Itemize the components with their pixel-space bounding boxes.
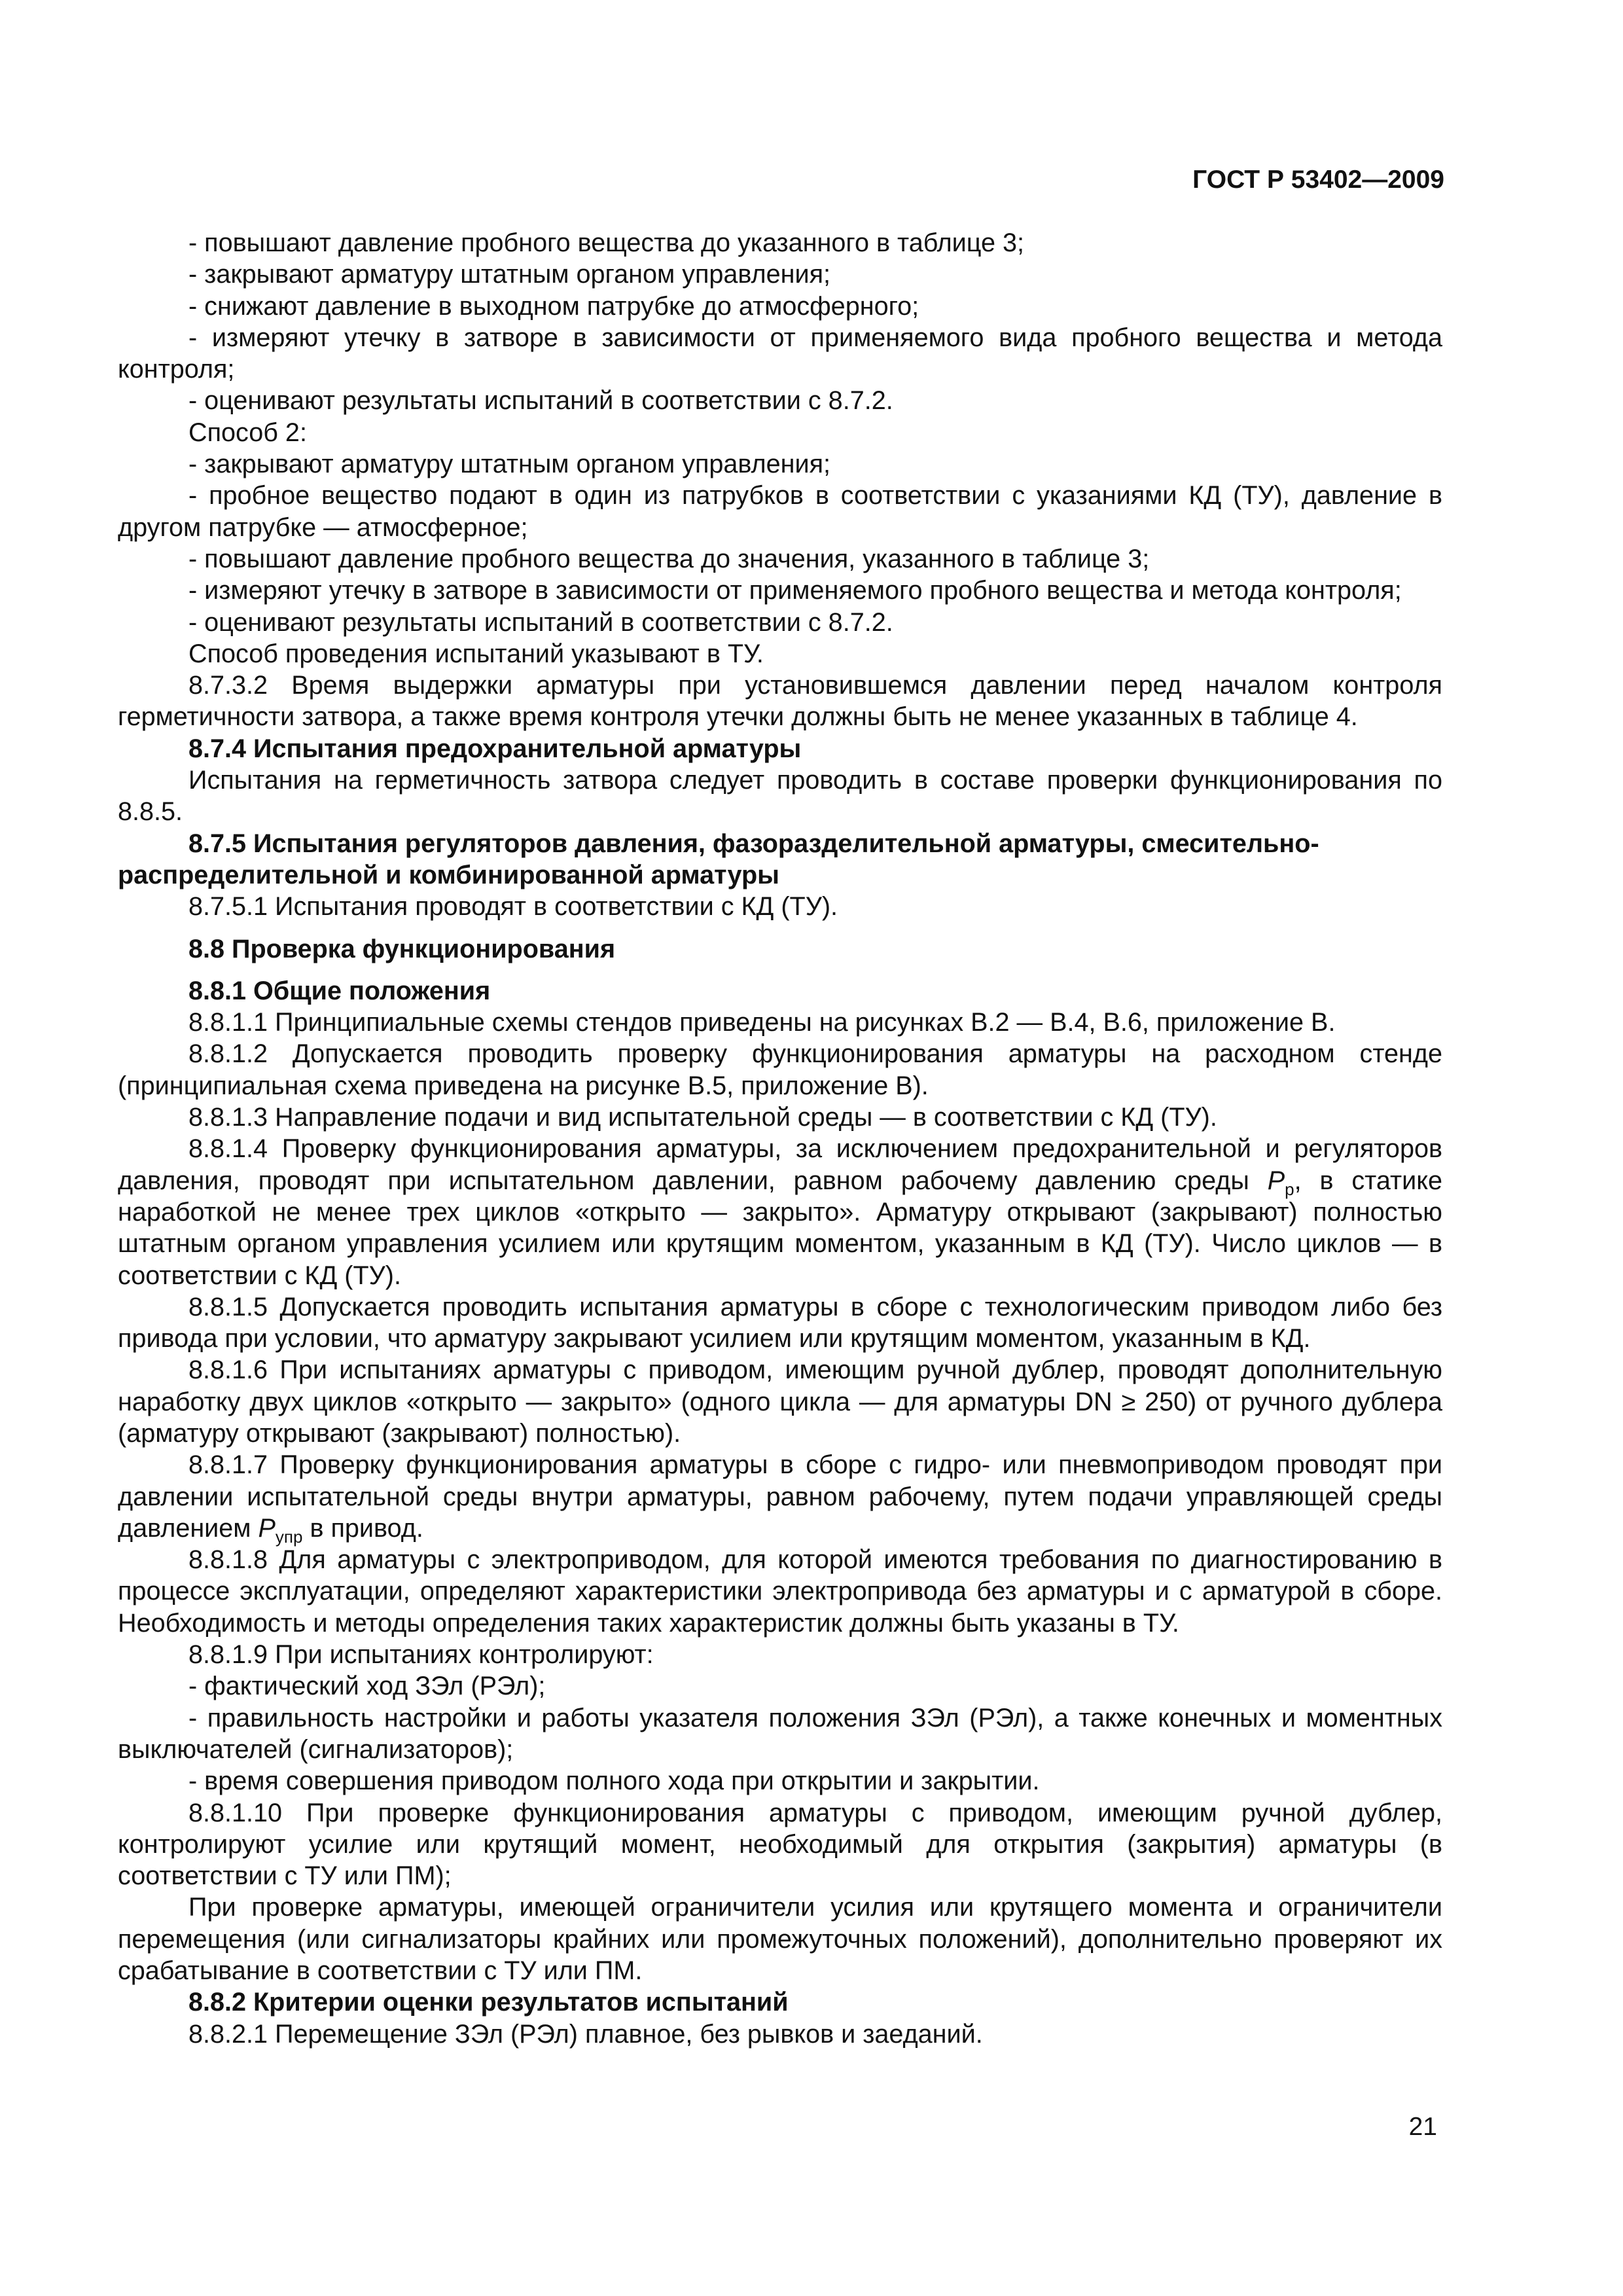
paragraph-text: 8.8.1.7 Проверку функционирования арматуры в сборе с гидро- или пневмоприводом проводят при давлении испытательной среды внутри арматуры, равном рабочему, путем подачи управляющей среды давлением (118, 1450, 1442, 1543)
paragraph: 8.8.1.9 При испытаниях контролируют: (188, 1640, 654, 1670)
paragraph: - закрывают арматуру штатным органом управления; (188, 260, 831, 289)
pressure-symbol: P (258, 1513, 276, 1543)
section-heading: 8.8 Проверка функционирования (188, 934, 616, 963)
page-number: 21 (1408, 2113, 1437, 2141)
paragraph: Способ проведения испытаний указывают в ТУ. (188, 639, 764, 668)
section-heading: 8.7.5 Испытания регуляторов давления, фазоразделительной арматуры, смесительно-распределительной и комбинированной арматуры (118, 829, 1319, 889)
paragraph: - оценивают результаты испытаний в соответствии с 8.7.2. (188, 607, 893, 637)
paragraph: - время совершения приводом полного хода при открытии и закрытии. (188, 1767, 1040, 1796)
paragraph: 8.8.1.5 Допускается проводить испытания арматуры в сборе с технологическим приводом либо без привода при условии, что арматуру закрывают усилием или крутящим моментом, указанным в КД. (118, 1292, 1442, 1354)
paragraph: - оценивают результаты испытаний в соответствии с 8.7.2. (188, 386, 893, 416)
paragraph: - измеряют утечку в затворе в зависимости от применяемого пробного вещества и метода контроля; (188, 576, 1402, 605)
paragraph: - измеряют утечку в затворе в зависимости от применяемого вида пробного вещества и метода контроля; (118, 323, 1442, 384)
paragraph: 8.8.1.3 Направление подачи и вид испытательной среды — в соответствии с КД (ТУ). (188, 1103, 1217, 1132)
paragraph: 8.7.3.2 Время выдержки арматуры при установившемся давлении перед началом контроля герметичности затвора, а также время контроля утечки должны быть не менее указанных в таблице 4. (118, 671, 1442, 732)
paragraph: - пробное вещество подают в один из патрубков в соответствии с указаниями КД (ТУ), давление в другом патрубке — атмосферное; (118, 481, 1442, 542)
paragraph: - фактический ход ЗЭл (РЭл); (188, 1672, 546, 1701)
paragraph: 8.8.2.1 Перемещение ЗЭл (РЭл) плавное, без рывков и заеданий. (188, 2019, 983, 2049)
paragraph: - повышают давление пробного вещества до указанного в таблице 3; (188, 228, 1025, 257)
paragraph: - правильность настройки и работы указателя положения ЗЭл (РЭл), а также конечных и моментных выключателей (сигнализаторов); (118, 1703, 1442, 1764)
section-heading: 8.8.1 Общие положения (188, 976, 491, 1005)
paragraph: Испытания на герметичность затвора следует проводить в составе проверки функционирования по 8.8.5. (118, 766, 1442, 827)
paragraph: Способ 2: (188, 418, 307, 447)
paragraph: 8.8.1.6 При испытаниях арматуры с приводом, имеющим ручной дублер, проводят дополнительную наработку двух циклов «открыто — закрыто» (одного цикла — для арматуры DN ≥ 250) от ручного дублера (арматуру открывают (закрывают) полностью). (118, 1355, 1442, 1448)
section-heading: 8.7.4 Испытания предохранительной арматуры (188, 734, 802, 763)
pressure-subscript: упр (275, 1526, 303, 1547)
paragraph-text: 8.8.1.4 Проверку функционирования арматуры, за исключением предохранительной и регуляторов давления, проводят при испытательном давлении, равном рабочему давлению среды (118, 1134, 1442, 1195)
section-heading: 8.8.2 Критерии оценки результатов испытаний (188, 1988, 789, 2017)
paragraph: 8.7.5.1 Испытания проводят в соответствии с КД (ТУ). (188, 892, 838, 922)
paragraph-text: в привод. (302, 1513, 423, 1543)
paragraph: - снижают давление в выходном патрубке до атмосферного; (188, 291, 919, 321)
paragraph: 8.8.1.1 Принципиальные схемы стендов приведены на рисунках В.2 — В.4, В.6, приложение В. (188, 1008, 1336, 1037)
document-header: ГОСТ Р 53402—2009 (1192, 166, 1444, 194)
paragraph: - закрывают арматуру штатным органом управления; (188, 450, 831, 479)
paragraph: 8.8.1.2 Допускается проводить проверку функционирования арматуры на расходном стенде (принципиальная схема приведена на рисунке В.5, приложение В). (118, 1039, 1442, 1100)
paragraph (118, 1133, 1442, 1291)
pressure-symbol: P (1267, 1166, 1285, 1195)
paragraph-text: , в статике наработкой не менее трех циклов «открыто — закрыто». Арматуру открывают (закрывают) полностью штатным органом управления усилием или крутящим моментом, указанным в КД (ТУ). Число циклов — в соответствии с КД (ТУ). (118, 1166, 1443, 1290)
paragraph: При проверке арматуры, имеющей ограничители усилия или крутящего момента и ограничители перемещения (или сигнализаторы крайних или промежуточных положений), дополнительно проверяют их срабатывание в соответствии с ТУ или ПМ. (118, 1893, 1442, 1986)
pressure-subscript: р (1285, 1179, 1294, 1199)
paragraph: 8.8.1.8 Для арматуры с электроприводом, для которой имеются требования по диагностированию в процессе эксплуатации, определяют характеристики электропривода без арматуры и с арматурой в сборе. Необходимость и методы определения таких характеристик должны быть указаны в ТУ. (118, 1545, 1442, 1638)
paragraph: - повышают давление пробного вещества до значения, указанного в таблице 3; (188, 544, 1150, 573)
document-body (118, 227, 1442, 2050)
paragraph (118, 1449, 1442, 1547)
paragraph: 8.8.1.10 При проверке функционирования арматуры с приводом, имеющим ручной дублер, контролируют усилие или крутящий момент, необходимый для открытия (закрытия) арматуры (в соответствии с ТУ или ПМ); (118, 1798, 1442, 1891)
